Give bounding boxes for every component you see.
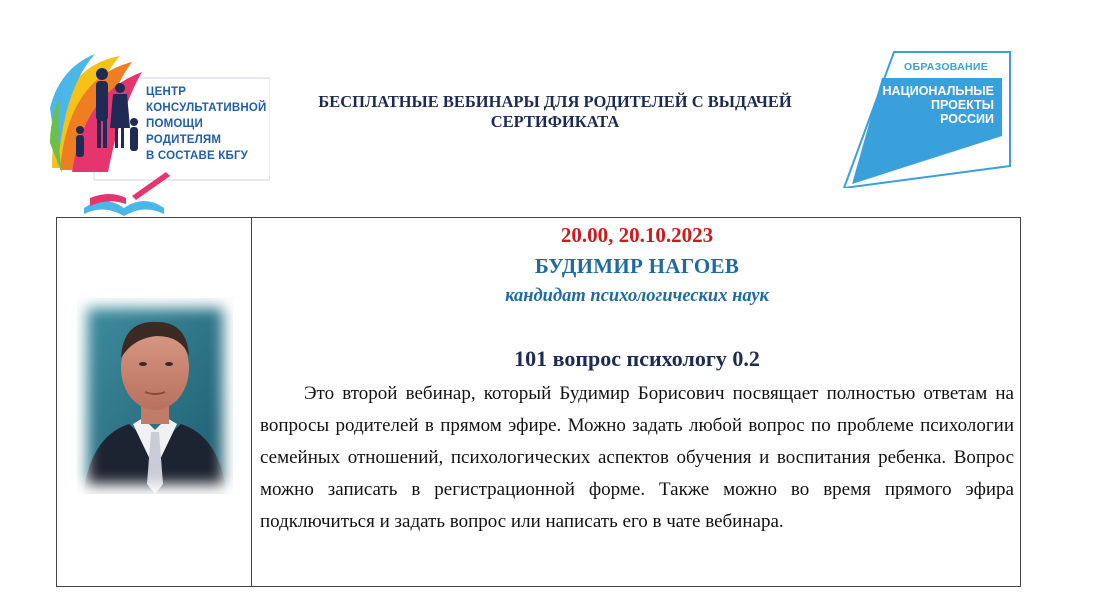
webinar-description: Это второй вебинар, который Будимир Борисович посвящает полностью ответам на вопросы родителей в прямом эфире. Можно задать любой вопрос по проблеме психологии семейных отношений, психологических аспектов обучения и воспитания ребенка. Вопрос можно записать в регистрационной форме. Также можно во время прямого эфира подключиться и задать вопрос или написать его в чате вебинара. bbox=[260, 383, 1014, 532]
webinar-topic: 101 вопрос психологу 0.2 bbox=[514, 346, 760, 371]
page-title: БЕСПЛАТНЫЕ ВЕБИНАРЫ ДЛЯ РОДИТЕЛЕЙ С ВЫДАЧЕЙ СЕРТИФИКАТА bbox=[318, 92, 792, 131]
center-logo bbox=[50, 48, 270, 218]
event-card bbox=[56, 217, 1021, 587]
column-divider bbox=[251, 218, 252, 586]
event-datetime: 20.00, 20.10.2023 bbox=[560, 223, 714, 247]
center-logo-text: ЦЕНТР КОНСУЛЬТАТИВНОЙ ПОМОЩИ РОДИТЕЛЯМ В СОСТАВЕ КБГУ bbox=[146, 86, 267, 162]
speaker-photo bbox=[77, 298, 233, 494]
speaker-degree: кандидат психологических наук bbox=[505, 286, 769, 306]
np-top-label: ОБРАЗОВАНИЕ bbox=[904, 61, 989, 73]
national-projects-logo bbox=[842, 48, 1014, 188]
np-main-label: НАЦИОНАЛЬНЫЕ ПРОЕКТЫ РОССИИ bbox=[882, 84, 994, 126]
speaker-name: БУДИМИР НАГОЕВ bbox=[534, 254, 740, 278]
